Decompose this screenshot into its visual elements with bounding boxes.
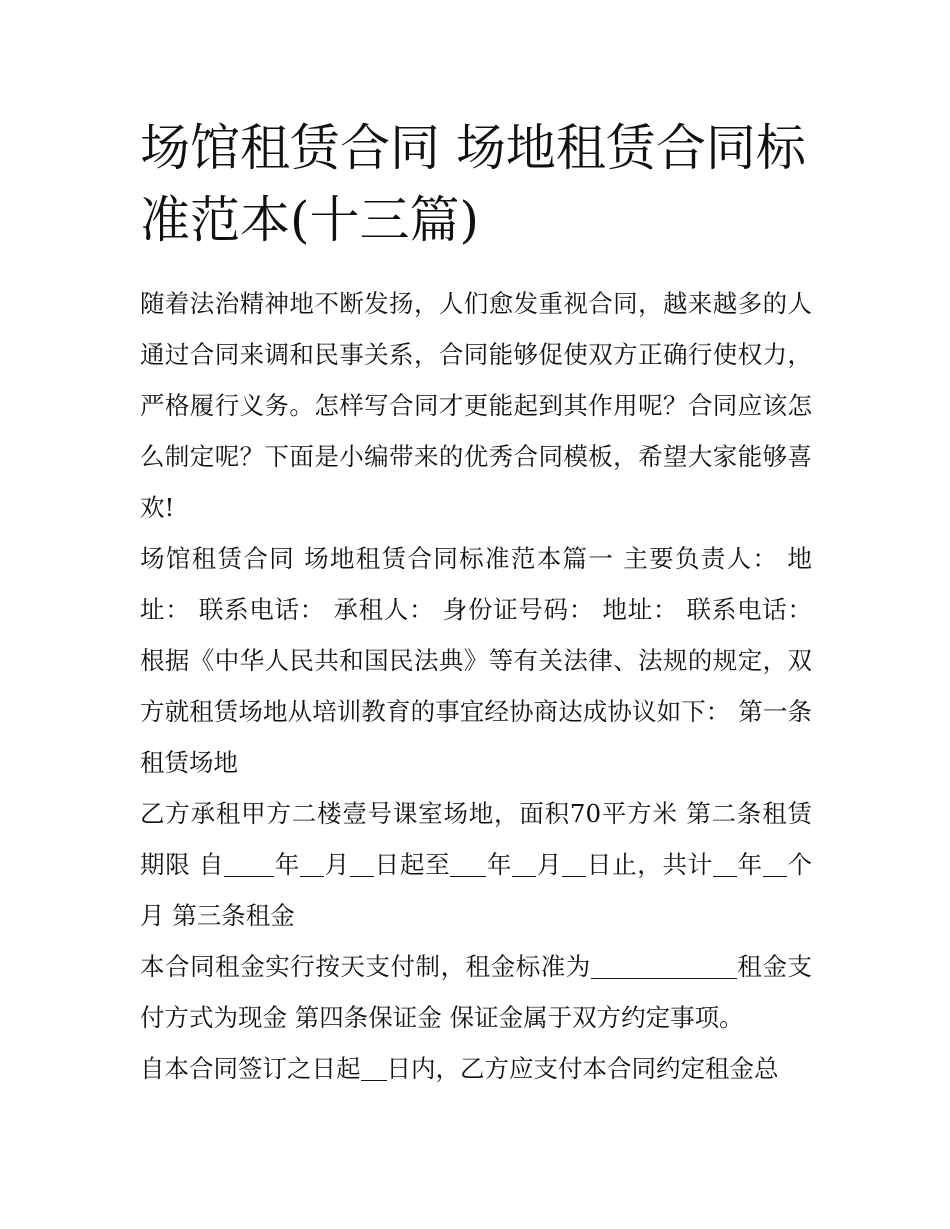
intro-paragraph: 随着法治精神地不断发扬，人们愈发重视合同，越来越多的人通过合同来调和民事关系，合同能够促使双方正确行使权力，严格履行义务。怎样写合同才更能起到其作用呢？合同应该怎么制定呢？下面是小编带来的优秀合同模板，希望大家能够喜欢! (140, 289, 812, 522)
article-four-prefix: 自本合同签订之日起 (140, 1054, 361, 1083)
total-months-blank (763, 851, 787, 878)
end-year-blank (450, 851, 486, 878)
article-one-text: 乙方承租甲方二楼壹号课室场地，面积70平方米 第二条租赁期限 自 (140, 799, 812, 879)
start-year-blank (224, 851, 274, 878)
article-three-paragraph (140, 941, 812, 1043)
article-three-prefix: 本合同租金实行按天支付制，租金标准为 (140, 952, 591, 981)
document-title: 场馆租赁合同 场地租赁合同标准范本(十三篇) (140, 119, 806, 249)
end-day-label: 日止，共计 (586, 850, 713, 879)
article-three-suffix: 租金支付方式为现金 第四条保证金 保证金属于双方约定事项。 (140, 952, 813, 1032)
start-year-label: 年 (274, 850, 301, 879)
start-month-blank (300, 851, 324, 878)
end-day-blank (562, 851, 586, 878)
article-four-suffix: 日内，乙方应支付本合同约定租金总 (386, 1054, 779, 1083)
document-page (140, 112, 812, 1094)
section-one-paragraph: 场馆租赁合同 场地租赁合同标准范本篇一 主要负责人： 地址： 联系电话： 承租人： 身份证号码： 地址： 联系电话： 根据《中华人民共和国民法典》等有关法律、法规的规定，双方就租赁场地从培训教育的事宜经协商达成协议如下： 第一条租赁场地 (140, 544, 812, 777)
article-four-paragraph (140, 1043, 812, 1094)
rent-standard-blank (591, 953, 737, 980)
start-day-label: 日起至 (373, 850, 451, 879)
total-years-blank (713, 851, 737, 878)
total-years-label: 年 (736, 850, 763, 879)
end-month-blank (512, 851, 536, 878)
start-month-label: 月 (324, 850, 350, 879)
end-month-label: 月 (536, 850, 563, 879)
start-day-blank (350, 851, 374, 878)
total-months-label: 个月 第三条租金 (140, 850, 813, 930)
article-one-two-paragraph (140, 788, 812, 941)
payment-days-blank (361, 1055, 387, 1082)
end-year-label: 年 (486, 850, 513, 879)
